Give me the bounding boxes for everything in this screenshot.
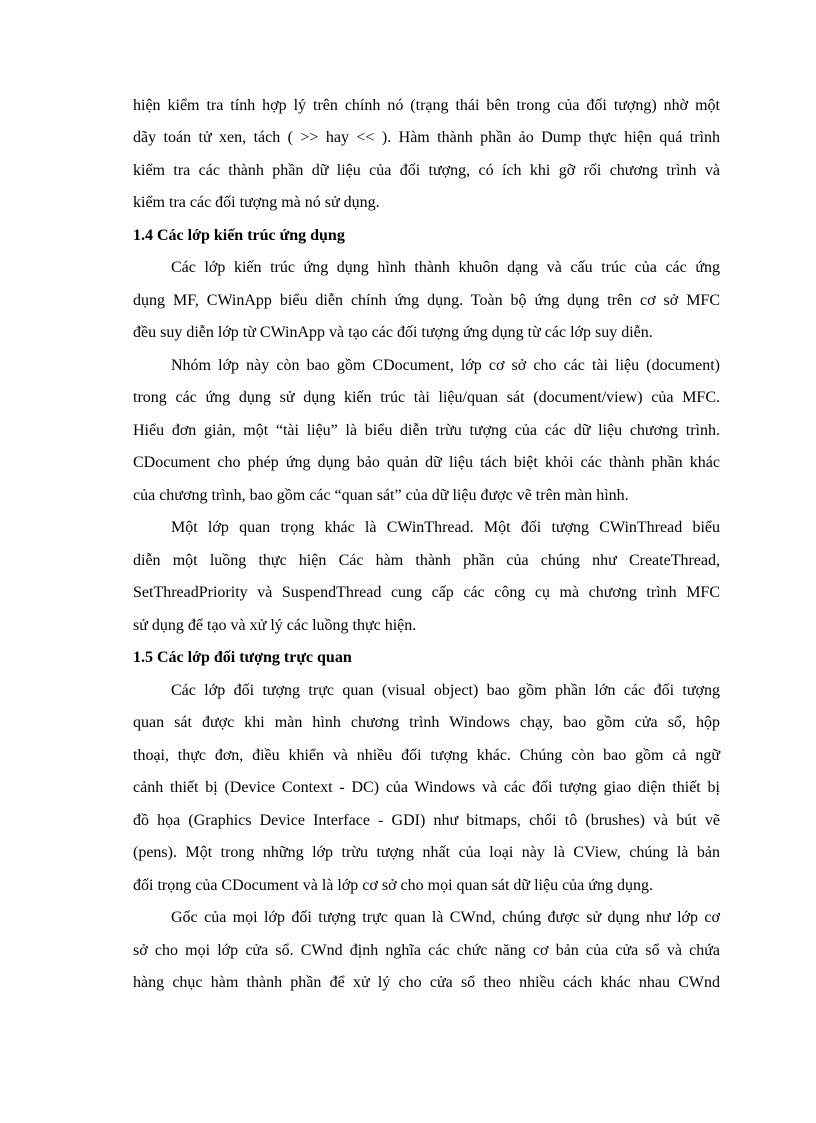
text-line: đồ họa (Graphics Device Interface - GDI) như bitmaps, chổi tô (brushes) và bút vẽ: [133, 812, 720, 829]
section-heading-1-5: 1.5 Các lớp đối tượng trực quan: [133, 649, 352, 666]
text-line: kiểm tra các thành phần dữ liệu của đối tượng, có ích khi gỡ rối chương trình và: [133, 162, 720, 179]
text-line: Các lớp đối tượng trực quan (visual object) bao gồm phần lớn các đối tượng: [171, 682, 720, 699]
text-line: quan sát được khi màn hình chương trình Windows chạy, bao gồm cửa sổ, hộp: [133, 714, 720, 731]
text-line: dãy toán tử xen, tách ( >> hay << ). Hàm thành phần ảo Dump thực hiện quá trình: [133, 129, 720, 146]
text-line: Các lớp kiến trúc ứng dụng hình thành khuôn dạng và cấu trúc của các ứng: [171, 259, 720, 276]
text-line: Nhóm lớp này còn bao gồm CDocument, lớp cơ sở cho các tài liệu (document): [171, 357, 720, 374]
text-line: dụng MF, CWinApp biểu diễn chính ứng dụng. Toàn bộ ứng dụng trên cơ sở MFC: [133, 292, 720, 309]
text-line: thoại, thực đơn, điều khiển và nhiều đối tượng khác. Chúng còn bao gồm cả ngữ: [133, 747, 720, 764]
text-line: hiện kiểm tra tính hợp lý trên chính nó (trạng thái bên trong của đối tượng) nhờ một: [133, 97, 720, 114]
text-line: Gốc của mọi lớp đối tượng trực quan là CWnd, chúng được sử dụng như lớp cơ: [171, 909, 720, 926]
text-line: sở cho mọi lớp cửa sổ. CWnd định nghĩa các chức năng cơ bản của cửa sổ và chứa: [133, 942, 720, 959]
text-line: Một lớp quan trọng khác là CWinThread. Một đối tượng CWinThread biểu: [171, 519, 720, 536]
text-line: cảnh thiết bị (Device Context - DC) của Windows và các đối tượng giao diện thiết bị: [133, 779, 720, 796]
text-line: hàng chục hàm thành phần để xử lý cho cửa sổ theo nhiều cách khác nhau CWnd: [133, 974, 720, 991]
section-heading-1-4: 1.4 Các lớp kiến trúc ứng dụng: [133, 227, 345, 244]
text-line: đều suy diễn lớp từ CWinApp và tạo các đối tượng ứng dụng từ các lớp suy diễn.: [133, 324, 653, 341]
text-line: Hiểu đơn giản, một “tài liệu” là biểu diễn trừu tượng của các dữ liệu chương trình.: [133, 422, 720, 439]
text-line: sử dụng để tạo và xử lý các luồng thực hiện.: [133, 617, 417, 634]
text-line: diễn một luồng thực hiện Các hàm thành phần của chúng như CreateThread,: [133, 552, 720, 569]
text-line: CDocument cho phép ứng dụng bảo quản dữ liệu tách biệt khỏi các thành phần khác: [133, 454, 720, 471]
text-line: SetThreadPriority và SuspendThread cung cấp các công cụ mà chương trình MFC: [133, 584, 720, 601]
text-line: của chương trình, bao gồm các “quan sát” của dữ liệu được vẽ trên màn hình.: [133, 487, 629, 504]
text-line: đối trọng của CDocument và là lớp cơ sở cho mọi quan sát dữ liệu của ứng dụng.: [133, 877, 653, 894]
text-line: kiểm tra các đối tượng mà nó sử dụng.: [133, 194, 380, 211]
text-line: trong các ứng dụng sử dụng kiến trúc tài liệu/quan sát (document/view) của MFC.: [133, 389, 720, 406]
text-line: (pens). Một trong những lớp trừu tượng nhất của loại này là CView, chúng là bản: [133, 844, 720, 861]
